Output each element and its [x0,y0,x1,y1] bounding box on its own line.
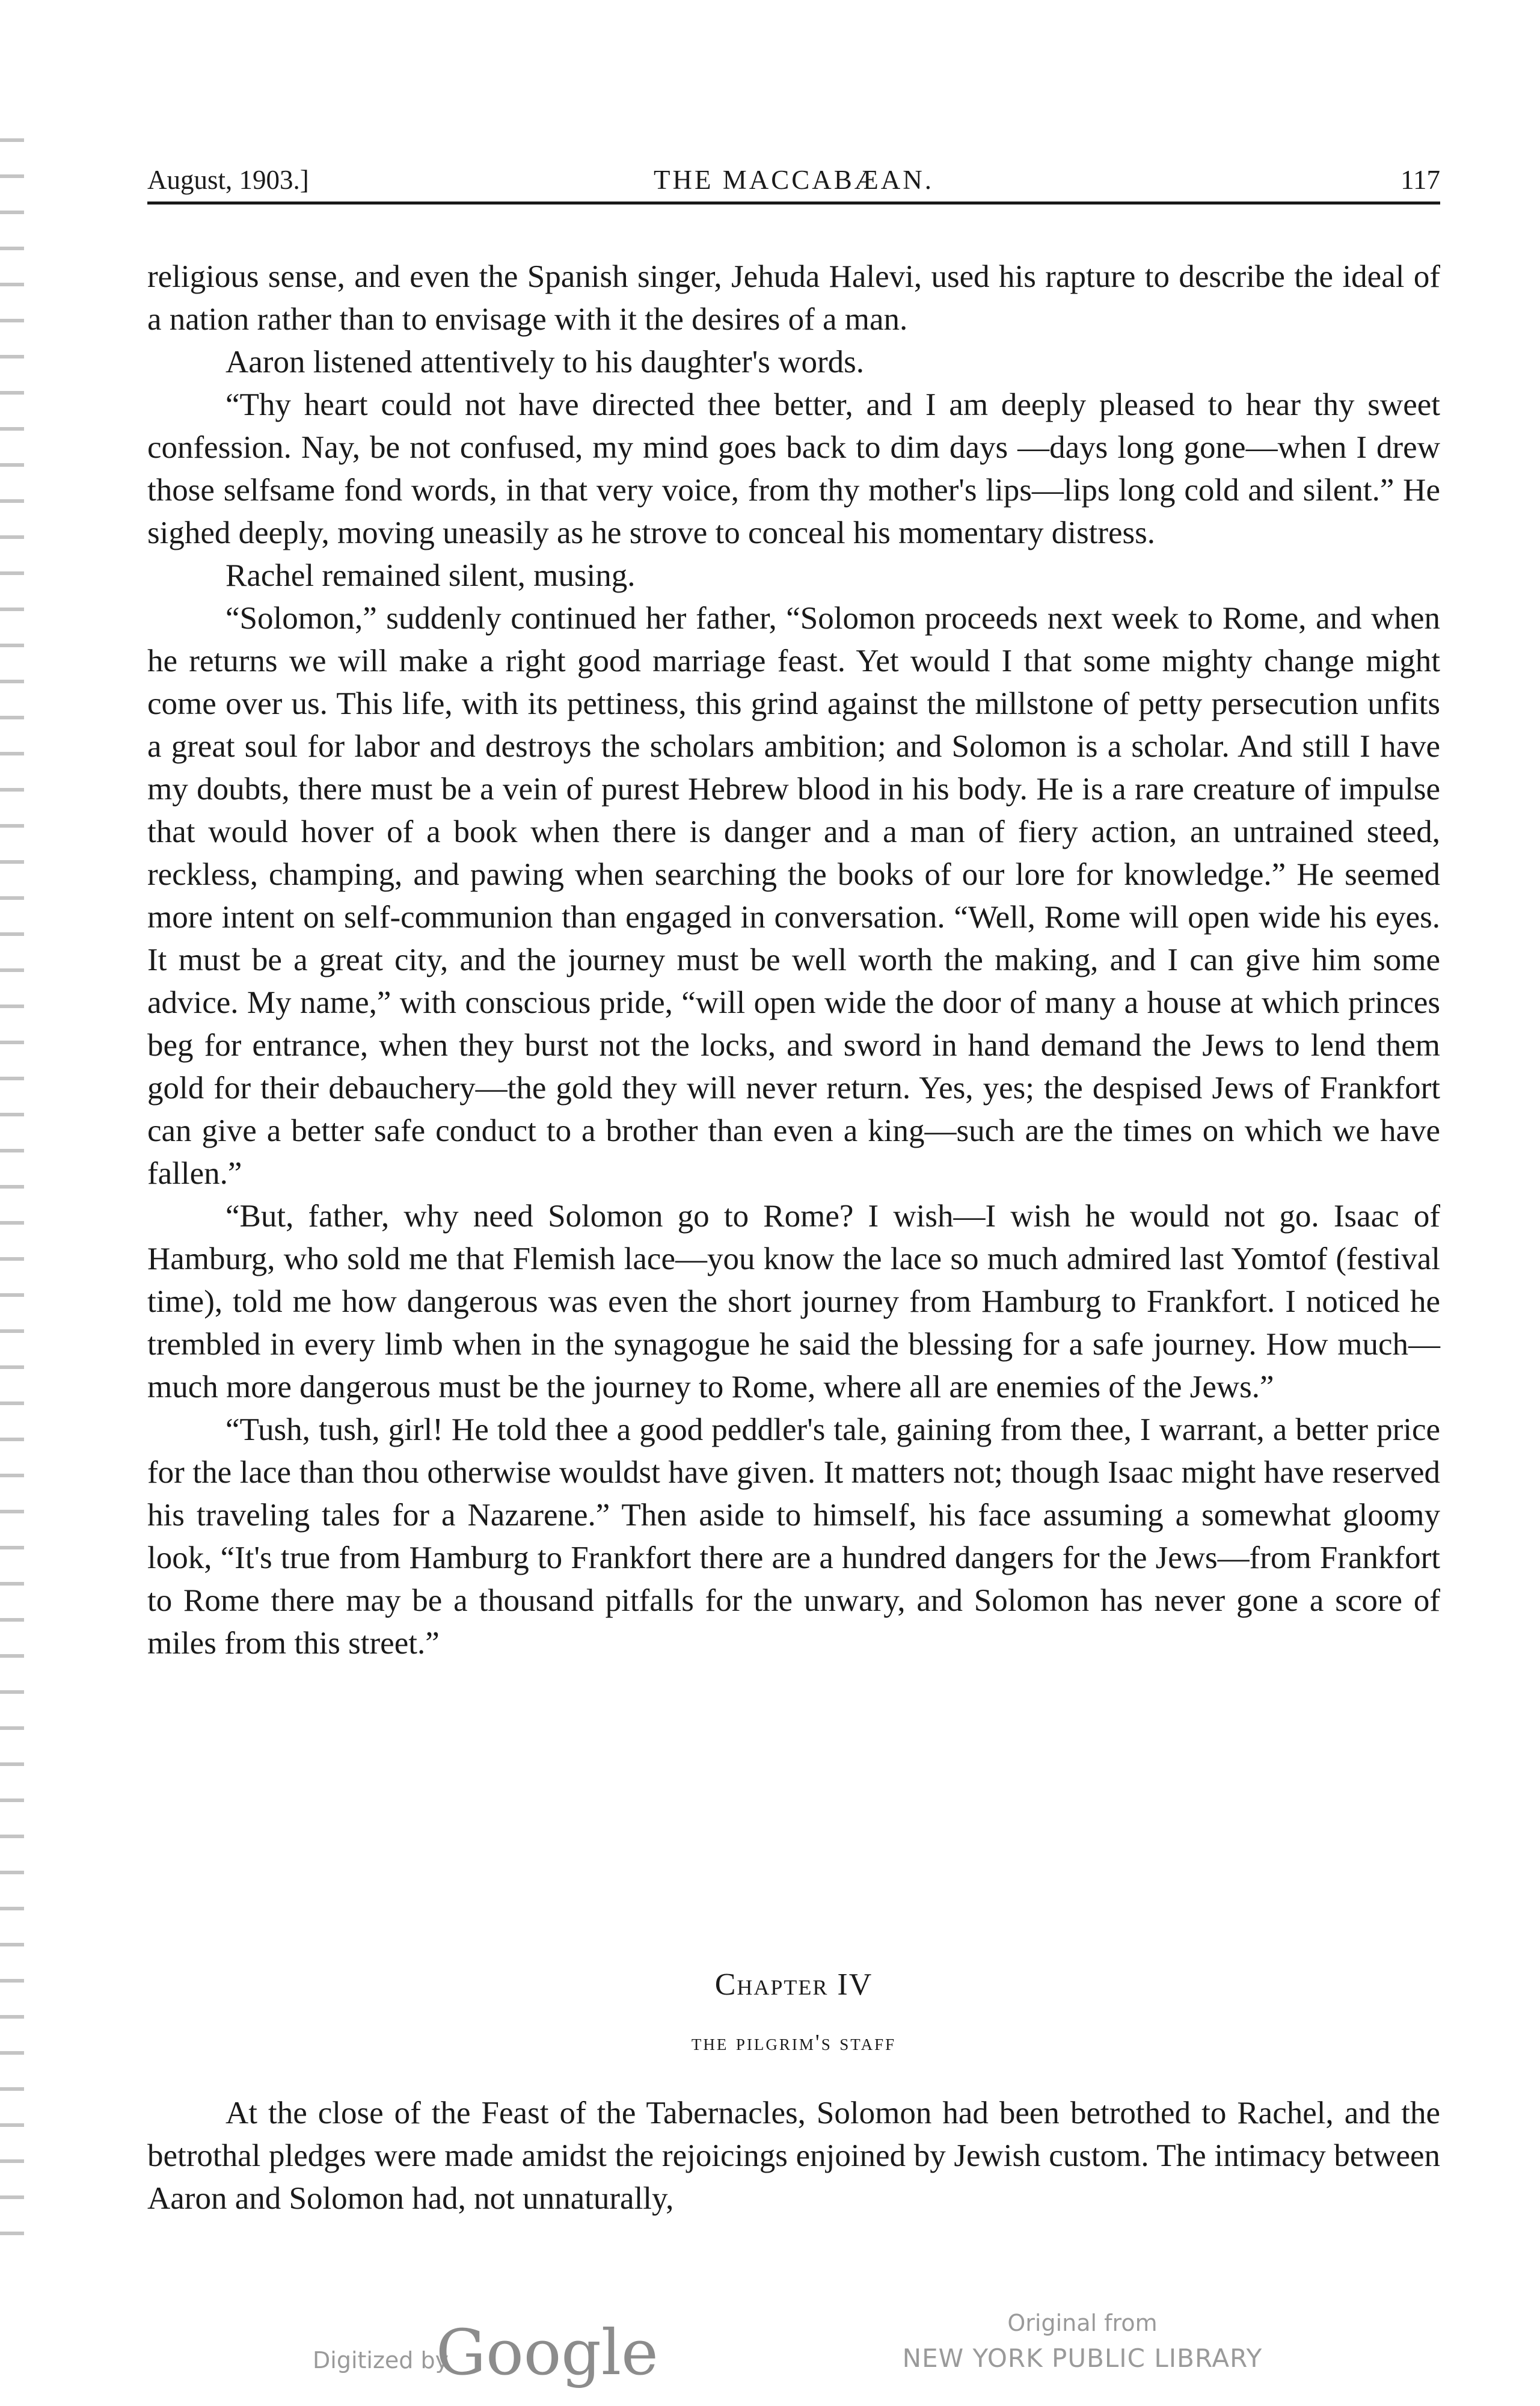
paragraph: At the close of the Feast of the Tabernacles, Solomon had been betrothed to Rachel, and the betrothal pledges were made amidst the rejoicings enjoined by Jewish custom. The intimacy between Aaron and Solomon had, not unnaturally, [147,2096,1440,2216]
running-header [147,159,1440,195]
digitization-footer [0,2304,1540,2394]
chapter-header [147,1964,1440,2058]
page-number: 117 [1400,165,1440,195]
paragraph: “Solomon,” suddenly continued her father, “Solomon proceeds next week to Rome, and when he returns we will make a right good marriage feast. Yet would I that some mighty change might come over us. This life, with its pettiness, this grind against the millstone of petty persecution unfits a great soul for labor and destroys the scholars ambition; and Solomon is a scholar. And still I have my doubts, there must be a vein of purest Hebrew blood in his body. He is a rare creature of impulse that would hover of a book when there is danger and a man of fiery action, an untrained steed, reckless, champing, and pawing when searching the books of our lore for knowledge.” He seemed more intent on self-communion than engaged in conversation. “Well, Rome will open wide his eyes. It must be a great city, and the journey must be well worth the making, and I can give him some advice. My name,” with conscious pride, “will open wide the door of many a house at which princes beg for entrance, when they burst not the locks, and sword in hand demand the Jews to lend them gold for their debauchery—the gold they will never return. Yes, yes; the despised Jews of Frankfort can give a better safe conduct to a brother than even a king—such are the times on which we have fallen.” [147,601,1440,1191]
paragraph: “Thy heart could not have directed thee better, and I am deeply pleased to hear thy sweet confession. Nay, be not confused, my mind goes back to dim days —days long gone—when I drew those selfsame fond words, in that very voice, from thy mother's lips—lips long cold and silent.” He sighed deeply, moving uneasily as he strove to conceal his momentary distress. [147,387,1440,550]
chapter-title: the pilgrim's staff [691,2030,897,2055]
paragraph-continuation: religious sense, and even the Spanish singer, Jehuda Halevi, used his rapture to describe the ideal of a nation rather than to envisage with it the desires of a man. [147,259,1440,337]
google-logo: Google [436,2316,658,2389]
facing-page-bleed [0,138,24,2244]
paragraph: “Tush, tush, girl! He told thee a good peddler's tale, gaining from thee, I warrant, a better price for the lace than thou otherwise wouldst have given. It matters not; though Isaac might have reserved his traveling tales for a Nazarene.” Then aside to himself, his face assuming a somewhat gloomy look, “It's true from Hamburg to Frankfort there are a hundred dangers for the Jews—from Frankfort to Rome there may be a thousand pitfalls for the unwary, and Solomon has never gone a score of miles from this street.” [147,1412,1440,1661]
chapter-text [147,2092,1440,2220]
library-name: NEW YORK PUBLIC LIBRARY [902,2343,1263,2373]
paragraph: Aaron listened attentively to his daughter's words. [225,345,864,380]
paragraph: “But, father, why need Solomon go to Rome? I wish—I wish he would not go. Isaac of Hamburg, who sold me that Flemish lace—you know the lace so much admired last Yomtof (festival time), told me how dangerous was even the short journey from Hamburg to Frankfort. I noticed he trembled in every limb when in the synagogue he said the blessing for a safe journey. How much—much more dangerous must be the journey to Rome, where all are enemies of the Jews.” [147,1199,1440,1405]
paragraph: Rachel remained silent, musing. [225,558,636,593]
digitized-by-label: Digitized by [313,2347,449,2374]
chapter-number: Chapter IV [714,1968,873,2002]
issue-date: August, 1903.] [147,165,309,195]
journal-title: THE MACCABÆAN. [653,165,934,195]
header-rule [147,202,1440,205]
original-from-label: Original from [1007,2310,1158,2336]
story-text [147,256,1440,1665]
